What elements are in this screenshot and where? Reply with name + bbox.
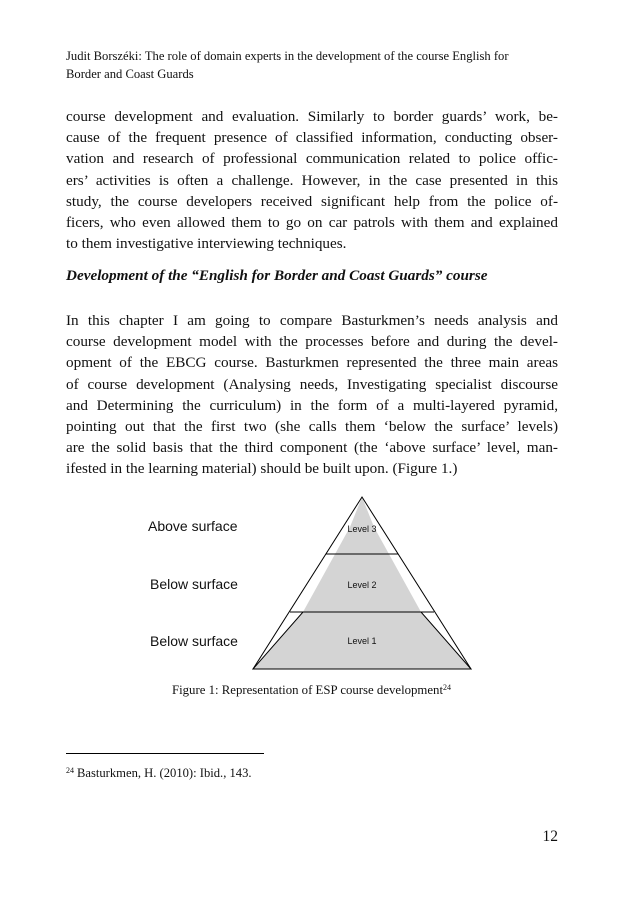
paragraph-2-line: are the solid basis that the third component (the ‘above surface’ level, man- <box>66 439 558 457</box>
figure-caption-text: Figure 1: Representation of ESP course development <box>171 683 444 697</box>
paragraph-2-line: of course development (Analysing needs, Investigating specialist discourse <box>66 375 558 393</box>
below-surface-label-lower: Below surface <box>150 633 238 649</box>
running-head <box>66 48 566 83</box>
footnote-marker: 24 <box>66 766 74 775</box>
paragraph-1-line: ers’ activities is often a challenge. However, in the case presented in this <box>66 171 558 189</box>
paragraph-1-line: ficers, who even allowed them to go on car patrols with them and explained <box>66 214 558 232</box>
paragraph-1-line: course development and evaluation. Similarly to border guards’ work, be- <box>66 108 558 125</box>
paragraph-2-line: and Determining the curriculum) in the form of a multi-layered pyramid, <box>66 396 558 414</box>
paragraph-1-line: cause of the frequent presence of classified information, conducting obser- <box>66 129 558 147</box>
paragraph-1-line: vation and research of professional communication related to police offic- <box>66 150 558 168</box>
running-head-line-1: Judit Borszéki: The role of domain experts in the development of the course English for <box>66 49 509 63</box>
paragraph-2-line: opment of the EBCG course. Basturkmen represented the three main areas <box>66 354 558 372</box>
above-surface-label: Above surface <box>148 518 238 534</box>
paragraph-2-line: ifested in the learning material) should be built upon. (Figure 1.) <box>66 460 458 478</box>
section-heading: Development of the “English for Border and Coast Guards” course <box>66 267 488 284</box>
paragraph-1-line: study, the course developers received significant help from the police of- <box>66 192 558 210</box>
figure-caption <box>0 679 623 699</box>
paragraph-2 <box>66 310 558 480</box>
footnote-reference: 24 <box>443 683 452 692</box>
paragraph-1-line: to them investigative interviewing techniques. <box>66 235 347 253</box>
level-3-label: Level 3 <box>347 524 377 534</box>
paragraph-2-line: course development model with the processes before and during the devel- <box>66 333 558 351</box>
pyramid-figure <box>0 492 623 677</box>
paragraph-1 <box>66 106 558 254</box>
paragraph-2-line: pointing out that the first two (she calls them ‘below the surface’ levels) <box>66 418 558 436</box>
footnote-text: Basturkmen, H. (2010): Ibid., 143. <box>77 766 252 780</box>
footnote <box>66 763 252 781</box>
running-head-line-2: Border and Coast Guards <box>66 66 194 81</box>
paragraph-2-line: In this chapter I am going to compare Basturkmen’s needs analysis and <box>66 312 558 329</box>
below-surface-label-upper: Below surface <box>150 576 238 592</box>
page-number: 12 <box>542 828 558 845</box>
level-1-label: Level 1 <box>347 636 377 646</box>
footnote-rule <box>66 753 264 754</box>
level-2-label: Level 2 <box>347 580 377 590</box>
